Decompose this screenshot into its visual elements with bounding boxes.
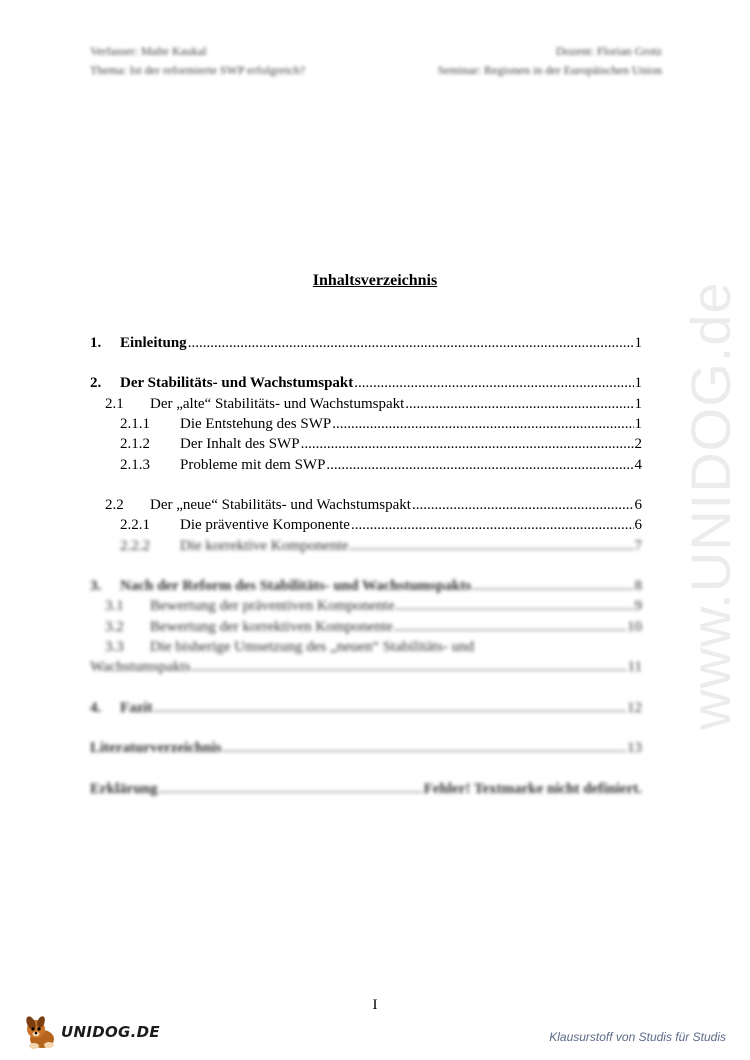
toc-entry-3-3-line2[interactable]	[90, 657, 642, 677]
toc-page: 1	[634, 416, 642, 432]
header-topic: Thema: Ist der reformierte SWP erfolgreich?	[90, 63, 306, 77]
toc-leader	[301, 434, 634, 454]
toc-leader	[354, 373, 633, 393]
toc-entry-erklaerung[interactable]	[90, 779, 642, 799]
toc-entry-2-1[interactable]	[90, 394, 642, 414]
toc-number: 4.	[90, 700, 102, 716]
toc-number: 3.	[90, 578, 102, 594]
toc-title: Der Inhalt des SWP	[180, 436, 300, 452]
toc-leader	[188, 333, 634, 353]
watermark-text: www.UNIDOG.de	[679, 281, 742, 730]
toc-entry-4[interactable]	[90, 698, 642, 718]
toc-page: Fehler! Textmarke nicht definiert.	[423, 781, 642, 797]
toc-title: Die Entstehung des SWP	[180, 416, 332, 432]
toc-entry-2-1-1[interactable]	[90, 414, 642, 434]
toc-title: Nach der Reform des Stabilitäts- und Wachstumspakts	[120, 578, 472, 594]
toc-page: 9	[634, 598, 642, 614]
toc-leader	[396, 596, 634, 616]
toc-title: Literaturverzeichnis	[90, 740, 222, 756]
toc-leader	[351, 515, 634, 535]
toc-leader	[394, 617, 626, 637]
toc-page: 11	[627, 659, 642, 675]
toc-number: 1.	[90, 335, 102, 351]
toc-entry-2[interactable]	[90, 373, 642, 393]
toc-page: 8	[634, 578, 642, 594]
toc-page: 13	[627, 740, 642, 756]
toc-number: 2.2	[105, 497, 124, 513]
toc-number: 2.2.1	[120, 517, 150, 533]
toc-entry-2-1-3[interactable]	[90, 455, 642, 475]
toc-number: 2.	[90, 375, 102, 391]
toc-leader	[191, 657, 626, 677]
toc-title: Bewertung der korrektiven Komponente	[150, 619, 393, 635]
toc-entry-2-2[interactable]	[90, 495, 642, 515]
toc-leader	[159, 779, 423, 799]
toc-page: 2	[634, 436, 642, 452]
toc-page: 4	[634, 457, 642, 473]
logo-text: UNIDOG.DE	[61, 1023, 160, 1041]
toc-entry-3-2[interactable]	[90, 617, 642, 637]
toc-title: Der „neue“ Stabilitäts- und Wachstumspakt	[150, 497, 411, 513]
toc-page: 12	[627, 700, 642, 716]
toc-page: 10	[627, 619, 642, 635]
unidog-logo[interactable]	[22, 1014, 160, 1050]
toc-leader	[153, 698, 626, 718]
toc-entry-2-1-2[interactable]	[90, 434, 642, 454]
toc-title: Probleme mit dem SWP	[180, 457, 326, 473]
watermark	[664, 280, 750, 730]
toc-entry-2-2-2[interactable]	[90, 536, 642, 556]
toc-entry-3-3-line1[interactable]	[105, 637, 474, 657]
toc-number: 2.2.2	[120, 538, 150, 554]
toc-page: 7	[634, 538, 642, 554]
dog-mascot-icon	[22, 1014, 60, 1050]
toc-entry-3[interactable]	[90, 576, 642, 596]
toc-entry-2-2-1[interactable]	[90, 515, 642, 535]
toc-number: 3.1	[105, 598, 124, 614]
toc-page: 6	[634, 517, 642, 533]
toc-leader	[326, 455, 633, 475]
toc-number: 3.3	[105, 639, 124, 655]
header-author: Verfasser: Malte Kaukal	[90, 44, 207, 58]
page-header	[90, 42, 662, 80]
toc-leader	[405, 394, 633, 414]
toc-title: Der Stabilitäts- und Wachstumspakt	[120, 375, 354, 391]
toc-entry-1[interactable]	[90, 333, 642, 353]
page-title: Inhaltsverzeichnis	[312, 272, 438, 289]
footer-slogan: Klausurstoff von Studis für Studis	[549, 1030, 726, 1044]
toc-title: Fazit	[120, 700, 153, 716]
toc-number: 2.1.1	[120, 416, 150, 432]
toc-page: 6	[634, 497, 642, 513]
toc-title: Die präventive Komponente	[180, 517, 350, 533]
toc-page: 1	[634, 335, 642, 351]
header-lecturer: Dozent: Florian Grotz	[556, 44, 662, 58]
toc-leader	[223, 738, 626, 758]
toc-number: 2.1.2	[120, 436, 150, 452]
toc-title: Erklärung	[90, 781, 158, 797]
toc-title: Einleitung	[120, 335, 187, 351]
toc-page: 1	[634, 396, 642, 412]
toc-number: 3.2	[105, 619, 124, 635]
page-number: I	[372, 997, 378, 1013]
header-seminar: Seminar: Regionen in der Europäischen Union	[437, 63, 662, 77]
toc-leader	[472, 576, 633, 596]
toc-title: Der „alte“ Stabilitäts- und Wachstumspakt	[150, 396, 405, 412]
toc-entry-literatur[interactable]	[90, 738, 642, 758]
toc-title-continued: Wachstumspakts	[90, 659, 191, 675]
toc-number: 2.1	[105, 396, 124, 412]
toc-number: 2.1.3	[120, 457, 150, 473]
toc-page: 1	[634, 375, 642, 391]
toc-leader	[332, 414, 633, 434]
toc-entry-3-1[interactable]	[90, 596, 642, 616]
toc-title: Die korrektive Komponente	[180, 538, 349, 554]
toc-leader	[349, 536, 633, 556]
toc-title: Bewertung der präventiven Komponente	[150, 598, 395, 614]
toc-leader	[412, 495, 634, 515]
toc-title: Die bisherige Umsetzung des „neuen“ Stabilitäts- und	[150, 639, 475, 655]
